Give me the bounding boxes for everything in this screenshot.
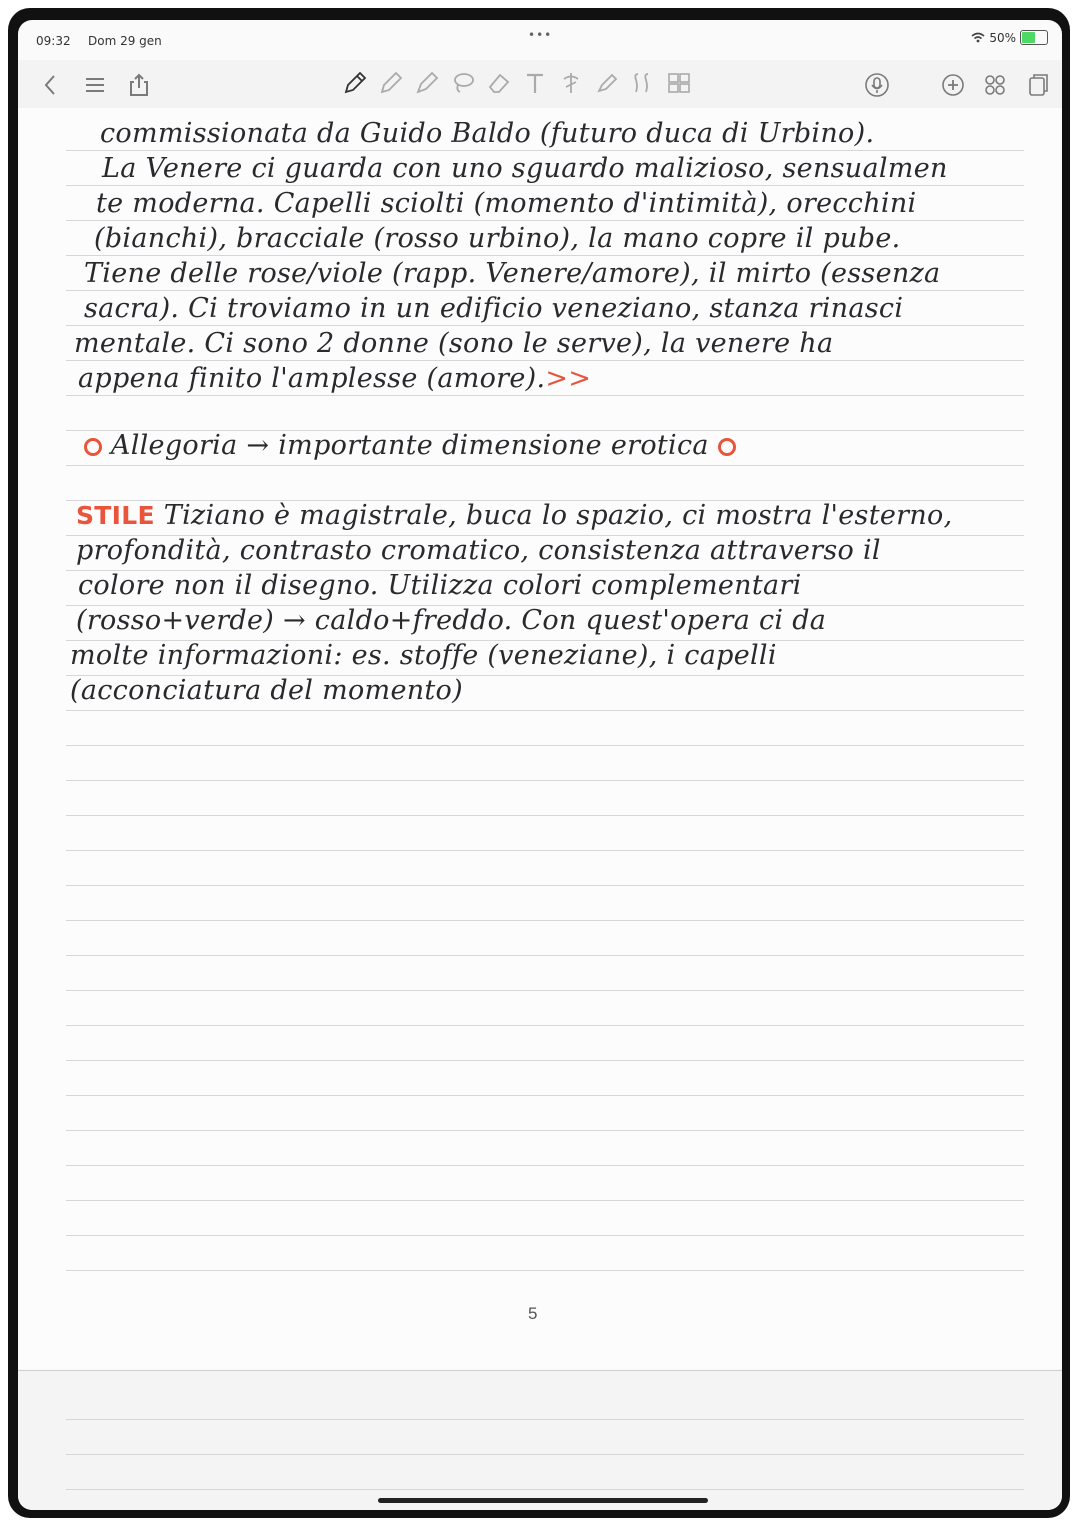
stile-line: profondità, contrasto cromatico, consistenza attraverso il bbox=[76, 535, 881, 566]
allegory-text: → importante dimensione erotica bbox=[246, 430, 709, 461]
ruled-line bbox=[66, 290, 1024, 291]
stile-text: Tiziano è magistrale, buca lo spazio, ci mostra l'esterno, bbox=[163, 500, 953, 531]
ruled-line bbox=[66, 185, 1024, 186]
pen-tool-icon[interactable] bbox=[340, 68, 370, 98]
allegory-line bbox=[84, 430, 736, 461]
ruled-line bbox=[66, 1130, 1024, 1131]
pencil-tool-icon[interactable] bbox=[376, 68, 406, 98]
ruled-line bbox=[66, 955, 1024, 956]
note-line: te moderna. Capelli sciolti (momento d'intimità), orecchini bbox=[96, 188, 917, 219]
ruled-line bbox=[66, 850, 1024, 851]
note-line: sacra). Ci troviamo in un edificio veneziano, stanza rinasci bbox=[84, 293, 904, 324]
stile-label: STILE bbox=[76, 501, 155, 530]
ruled-line bbox=[66, 885, 1024, 886]
status-date: Dom 29 gen bbox=[88, 34, 162, 48]
ruled-line bbox=[66, 1165, 1024, 1166]
stile-line: colore non il disegno. Utilizza colori complementari bbox=[78, 570, 802, 601]
note-line: La Venere ci guarda con uno sguardo malizioso, sensualmen bbox=[102, 153, 948, 184]
ruled-line bbox=[66, 220, 1024, 221]
toolbar bbox=[18, 60, 1062, 109]
text-tool-icon[interactable] bbox=[520, 68, 550, 98]
share-icon[interactable] bbox=[124, 70, 154, 100]
image-tool-icon[interactable] bbox=[664, 68, 694, 98]
marker-tool-icon[interactable] bbox=[592, 68, 622, 98]
microphone-icon[interactable] bbox=[862, 70, 892, 100]
ruled-line bbox=[66, 1025, 1024, 1026]
battery-icon bbox=[1020, 30, 1048, 45]
stile-line: molte informazioni: es. stoffe (veneziane), i capelli bbox=[70, 640, 777, 671]
ruled-line bbox=[66, 1454, 1024, 1455]
grid-view-icon[interactable] bbox=[980, 70, 1010, 100]
stile-line: (acconciatura del momento) bbox=[70, 675, 463, 706]
stile-line bbox=[76, 500, 952, 531]
note-line: Tiene delle rose/viole (rapp. Venere/amore), il mirto (essenza bbox=[84, 258, 941, 289]
back-chevron-icon[interactable] bbox=[36, 70, 66, 100]
ruled-line bbox=[66, 745, 1024, 746]
battery-percent: 50% bbox=[989, 30, 1016, 45]
battery-fill bbox=[1022, 32, 1035, 43]
circle-bullet-icon bbox=[718, 438, 736, 456]
status-bar bbox=[18, 20, 1062, 60]
status-right bbox=[971, 30, 1048, 45]
home-indicator[interactable] bbox=[378, 1498, 708, 1503]
highlighter-tool-icon[interactable] bbox=[412, 68, 442, 98]
ruled-line bbox=[66, 1235, 1024, 1236]
shape-tool-icon[interactable] bbox=[556, 68, 586, 98]
ruled-line bbox=[66, 780, 1024, 781]
toolbar-left bbox=[36, 70, 154, 100]
ruled-line bbox=[66, 990, 1024, 991]
ruled-line bbox=[66, 395, 1024, 396]
end-mark: >> bbox=[545, 363, 592, 394]
ruled-line bbox=[66, 1270, 1024, 1271]
stile-line: (rosso+verde) → caldo+freddo. Con quest'opera ci da bbox=[76, 605, 827, 636]
ruled-line bbox=[66, 1489, 1024, 1490]
ruled-line bbox=[66, 815, 1024, 816]
pages-icon[interactable] bbox=[1022, 70, 1052, 100]
circle-bullet-icon bbox=[84, 438, 102, 456]
allegory-prefix: Allegoria bbox=[110, 430, 238, 461]
screen bbox=[18, 20, 1062, 1510]
ruler-tool-icon[interactable] bbox=[628, 68, 658, 98]
note-line bbox=[78, 363, 591, 394]
ruled-line bbox=[66, 325, 1024, 326]
note-line: commissionata da Guido Baldo (futuro duca di Urbino). bbox=[100, 118, 875, 149]
ruled-line bbox=[66, 465, 1024, 466]
add-page-icon[interactable] bbox=[938, 70, 968, 100]
wifi-icon bbox=[971, 32, 985, 43]
ruled-line bbox=[66, 710, 1024, 711]
ruled-line bbox=[66, 1419, 1024, 1420]
eraser-tool-icon[interactable] bbox=[484, 68, 514, 98]
ruled-line bbox=[66, 1060, 1024, 1061]
ipad-frame bbox=[8, 8, 1070, 1518]
page-number: 5 bbox=[528, 1304, 538, 1323]
tool-palette bbox=[340, 68, 694, 98]
ruled-line bbox=[66, 920, 1024, 921]
next-page-preview[interactable] bbox=[18, 1370, 1062, 1510]
ruled-line bbox=[66, 1200, 1024, 1201]
ruled-line bbox=[66, 150, 1024, 151]
lasso-tool-icon[interactable] bbox=[448, 68, 478, 98]
list-icon[interactable] bbox=[80, 70, 110, 100]
ruled-line bbox=[66, 1095, 1024, 1096]
multitask-dots-icon[interactable]: ••• bbox=[528, 28, 553, 42]
note-line: mentale. Ci sono 2 donne (sono le serve), la venere ha bbox=[74, 328, 834, 359]
toolbar-right bbox=[862, 70, 1052, 100]
ruled-line bbox=[66, 255, 1024, 256]
note-line: (bianchi), bracciale (rosso urbino), la mano copre il pube. bbox=[94, 223, 901, 254]
note-page[interactable] bbox=[18, 108, 1062, 1368]
note-line-text: appena finito l'amplesse (amore). bbox=[78, 363, 546, 394]
status-time: 09:32 bbox=[36, 34, 71, 48]
ruled-line bbox=[66, 360, 1024, 361]
